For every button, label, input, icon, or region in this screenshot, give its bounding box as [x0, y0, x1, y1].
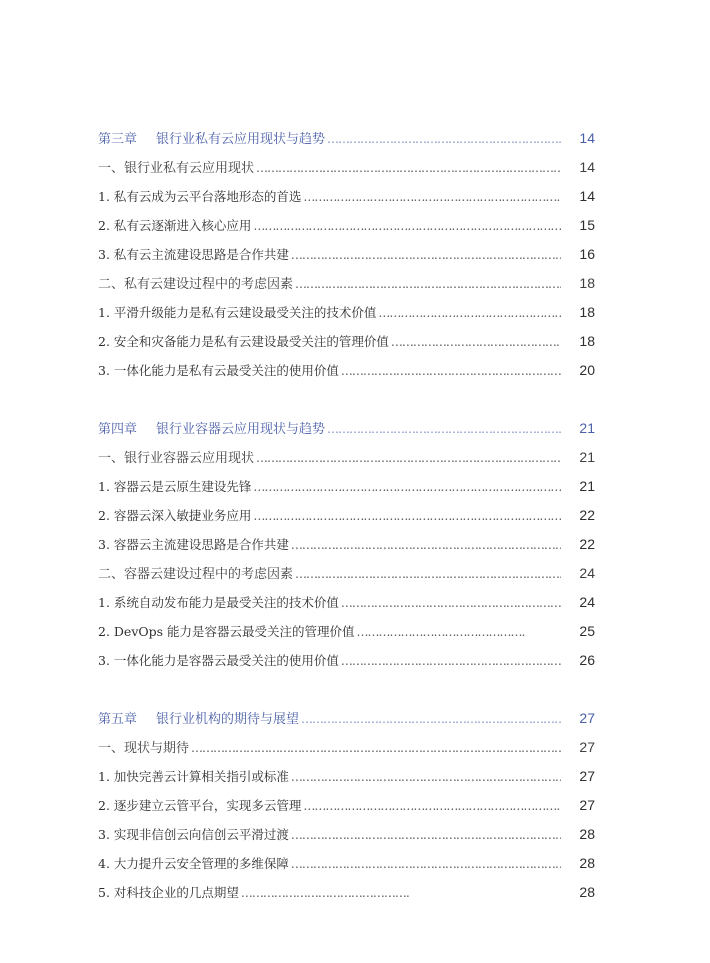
toc-item-title: 2. DevOps 能力是容器云最受关注的管理价值 [98, 624, 355, 639]
toc-item-title: 3. 实现非信创云向信创云平滑过渡 [98, 827, 289, 842]
chapter-number: 第四章 [98, 422, 138, 437]
toc-item-title: 3. 一体化能力是容器云最受关注的使用价值 [98, 653, 339, 668]
page-number: 18 [579, 275, 595, 291]
toc-section-title: 一、银行业容器云应用现状 [98, 451, 255, 466]
toc-section[interactable] [98, 153, 595, 182]
toc-item-title: 1. 私有云成为云平台落地形态的首选 [98, 189, 302, 204]
toc-item[interactable] [98, 762, 595, 791]
chapter-number: 第三章 [98, 132, 138, 147]
page-number: 16 [579, 246, 595, 262]
dot-leader [301, 705, 561, 734]
chapter-group-5 [98, 704, 595, 907]
toc-section-title: 二、私有云建设过程中的考虑因素 [98, 277, 294, 292]
page-number: 28 [579, 855, 595, 871]
toc-item[interactable] [98, 472, 595, 501]
dot-leader [256, 444, 561, 473]
dot-leader [253, 473, 561, 502]
page-number: 27 [579, 739, 595, 755]
toc-item-title: 2. 容器云深入敏捷业务应用 [98, 508, 252, 523]
chapter-heading[interactable] [98, 704, 595, 733]
dot-leader [341, 647, 561, 676]
chapter-group-3 [98, 124, 595, 385]
page-number: 24 [579, 594, 595, 610]
dot-leader [295, 270, 561, 299]
dot-leader [327, 125, 561, 154]
page-number: 14 [579, 188, 595, 204]
dot-leader [291, 850, 561, 879]
toc-section-title: 一、银行业私有云应用现状 [98, 161, 255, 176]
page-number: 18 [579, 333, 595, 349]
toc-item[interactable] [98, 878, 595, 907]
table-of-contents [98, 124, 595, 907]
chapter-title: 银行业容器云应用现状与趋势 [156, 422, 326, 437]
page-number: 21 [579, 420, 595, 436]
toc-section[interactable] [98, 733, 595, 762]
toc-item-title: 3. 容器云主流建设思路是合作共建 [98, 537, 289, 552]
chapter-group-4 [98, 414, 595, 675]
toc-item-title: 1. 平滑升级能力是私有云建设最受关注的技术价值 [98, 305, 377, 320]
dot-leader [291, 821, 561, 850]
toc-item-title: 2. 安全和灾备能力是私有云建设最受关注的管理价值 [98, 334, 389, 349]
toc-section-title: 二、容器云建设过程中的考虑因素 [98, 567, 294, 582]
toc-item-title: 2. 私有云逐渐进入核心应用 [98, 218, 252, 233]
page-number: 22 [579, 536, 595, 552]
toc-item[interactable] [98, 617, 595, 646]
dot-leader [391, 328, 561, 357]
page-number: 24 [579, 565, 595, 581]
dot-leader [303, 792, 561, 821]
dot-leader [303, 183, 561, 212]
dot-leader [241, 879, 411, 908]
page-number: 27 [579, 710, 595, 726]
toc-item[interactable] [98, 240, 595, 269]
dot-leader [253, 502, 561, 531]
page-number: 22 [579, 507, 595, 523]
toc-item[interactable] [98, 849, 595, 878]
page-number: 21 [579, 478, 595, 494]
toc-section[interactable] [98, 269, 595, 298]
toc-section[interactable] [98, 443, 595, 472]
dot-leader [291, 763, 561, 792]
page-number: 27 [579, 768, 595, 784]
chapter-title: 银行业机构的期待与展望 [156, 712, 300, 727]
dot-leader [327, 415, 561, 444]
dot-leader [291, 531, 561, 560]
dot-leader [291, 241, 561, 270]
toc-section-title: 一、现状与期待 [98, 741, 190, 756]
toc-item-title: 2. 逐步建立云管平台，实现多云管理 [98, 798, 302, 813]
page-number: 26 [579, 652, 595, 668]
toc-item-title: 4. 大力提升云安全管理的多维保障 [98, 856, 289, 871]
toc-item[interactable] [98, 298, 595, 327]
toc-item[interactable] [98, 211, 595, 240]
toc-item[interactable] [98, 501, 595, 530]
toc-item[interactable] [98, 588, 595, 617]
toc-item[interactable] [98, 182, 595, 211]
toc-item-title: 1. 系统自动发布能力是最受关注的技术价值 [98, 595, 339, 610]
toc-item[interactable] [98, 820, 595, 849]
toc-section[interactable] [98, 559, 595, 588]
toc-item[interactable] [98, 791, 595, 820]
chapter-heading[interactable] [98, 414, 595, 443]
page-number: 14 [579, 130, 595, 146]
toc-item-title: 3. 私有云主流建设思路是合作共建 [98, 247, 289, 262]
chapter-number: 第五章 [98, 712, 138, 727]
toc-item[interactable] [98, 356, 595, 385]
page-number: 15 [579, 217, 595, 233]
toc-item-title: 3. 一体化能力是私有云最受关注的使用价值 [98, 363, 339, 378]
page-number: 27 [579, 797, 595, 813]
page-number: 28 [579, 826, 595, 842]
dot-leader [253, 212, 561, 241]
chapter-title: 银行业私有云应用现状与趋势 [156, 132, 326, 147]
toc-item-title: 1. 容器云是云原生建设先锋 [98, 479, 252, 494]
toc-item[interactable] [98, 646, 595, 675]
dot-leader [378, 299, 561, 328]
dot-leader [256, 154, 561, 183]
toc-item-title: 1. 加快完善云计算相关指引或标准 [98, 769, 289, 784]
page-number: 28 [579, 884, 595, 900]
page-number: 25 [579, 623, 595, 639]
toc-item[interactable] [98, 327, 595, 356]
page-number: 21 [579, 449, 595, 465]
toc-item-title: 5. 对科技企业的几点期望 [98, 885, 239, 900]
dot-leader [341, 589, 561, 618]
dot-leader [341, 357, 561, 386]
dot-leader [357, 618, 527, 647]
chapter-heading[interactable] [98, 124, 595, 153]
dot-leader [295, 560, 561, 589]
dot-leader [191, 734, 561, 763]
toc-item[interactable] [98, 530, 595, 559]
page-number: 14 [579, 159, 595, 175]
page-number: 20 [579, 362, 595, 378]
page-number: 18 [579, 304, 595, 320]
